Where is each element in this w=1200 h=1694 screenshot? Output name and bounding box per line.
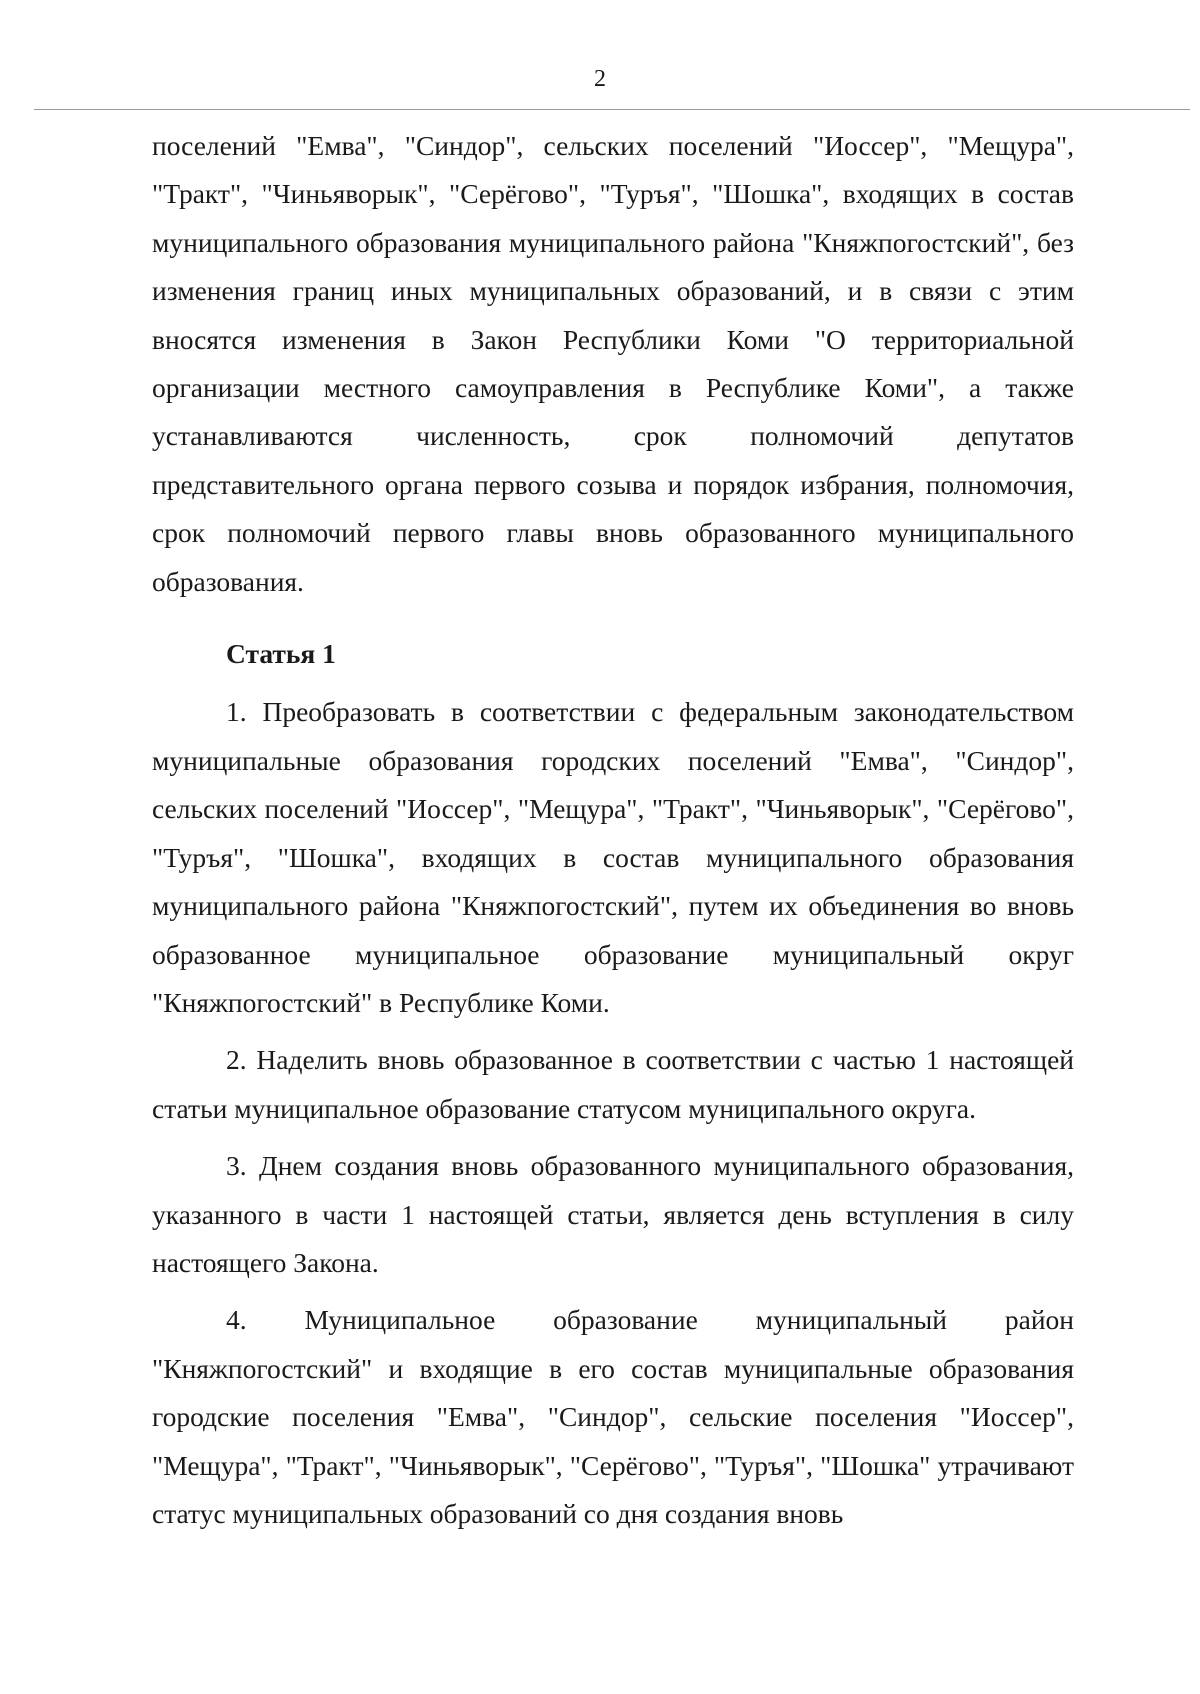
- article-heading: Статья 1: [226, 638, 336, 670]
- article-paragraph-3: 3. Днем создания вновь образованного муниципального образования, указанного в части 1 настоящей статьи, является день вступления в силу настоящего Закона.: [152, 1150, 1074, 1278]
- article-paragraph-4: 4. Муниципальное образование муниципальный район "Княжпогостский" и входящие в его состав муниципальные образования городские поселения "Емва", "Синдор", сельские поселения "Иоссер", "Мещура", "Тракт", "Чиньяворык", "Серёгово", "Туръя", "Шошка" утрачивают статус муниципальных образований со дня создания вновь: [152, 1304, 1074, 1529]
- document-body: [152, 122, 1074, 1538]
- header-rule: [34, 109, 1190, 110]
- article-paragraph-1: 1. Преобразовать в соответствии с федеральным законодательством муниципальные образования городских поселений "Емва", "Синдор", сельских поселений "Иоссер", "Мещура", "Тракт", "Чиньяворык", "Серёгово", "Туръя", "Шошка", входящих в состав муниципального образования муниципального района "Княжпогостский", путем их объединения во вновь образованное муниципальное образование муниципальный округ "Княжпогостский" в Республике Коми.: [152, 696, 1074, 1018]
- intro-paragraph: поселений "Емва", "Синдор", сельских поселений "Иоссер", "Мещура", "Тракт", "Чиньяворык", "Серёгово", "Туръя", "Шошка", входящих в состав муниципального образования муниципального района "Княжпогостский", без изменения границ иных муниципальных образований, и в связи с этим вносятся изменения в Закон Республики Коми "О территориальной организации местного самоуправления в Республике Коми", а также устанавливаются численность, срок полномочий депутатов представительного органа первого созыва и порядок избрания, полномочия, срок полномочий первого главы вновь образованного муниципального образования.: [152, 130, 1074, 597]
- article-paragraph-2: 2. Наделить вновь образованное в соответствии с частью 1 настоящей статьи муниципальное образование статусом муниципального округа.: [152, 1044, 1074, 1124]
- page-number: 2: [594, 66, 606, 92]
